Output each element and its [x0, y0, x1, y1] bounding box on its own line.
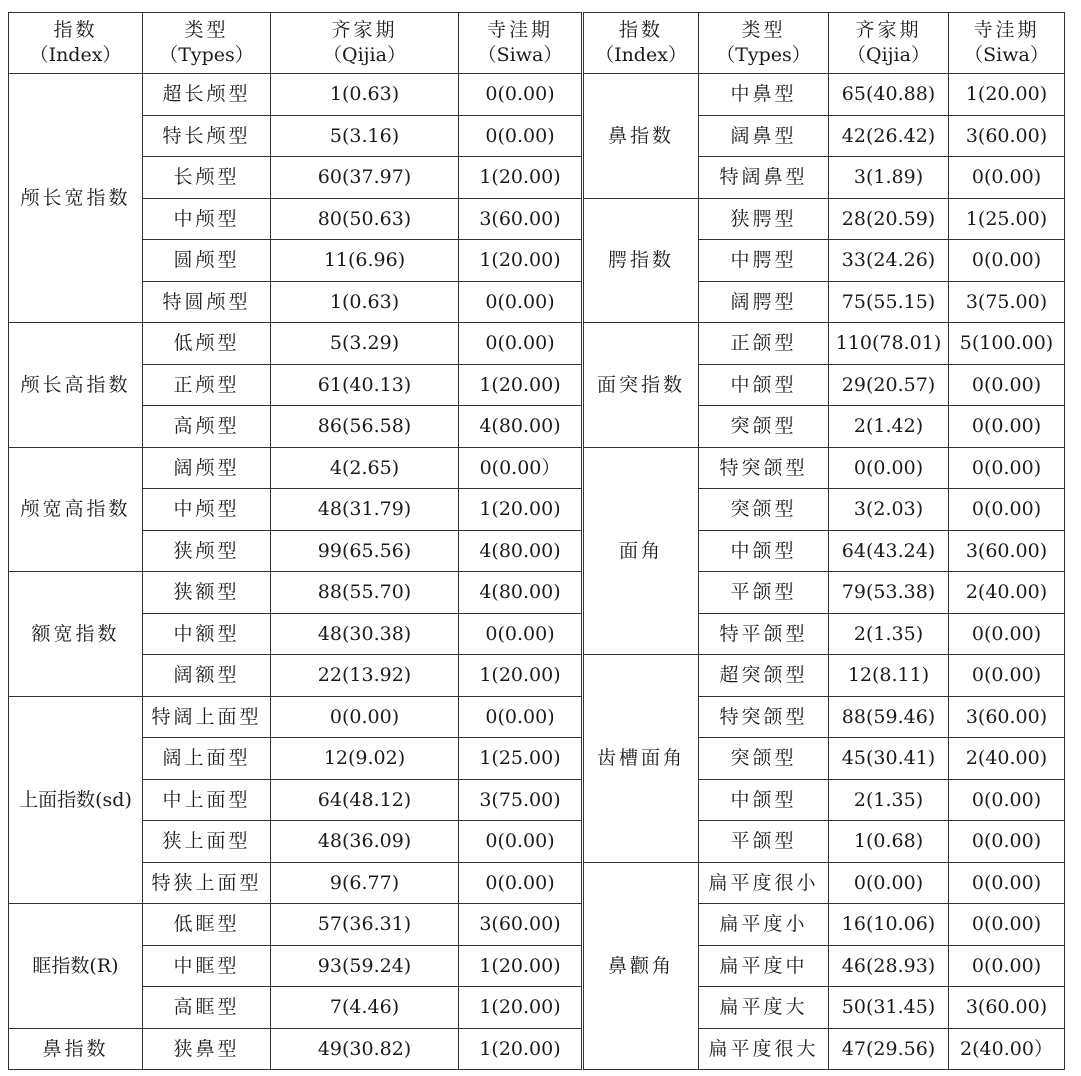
- type-cell: 扁平度很大: [699, 1028, 829, 1070]
- type-cell: 正颅型: [143, 364, 271, 406]
- index-distribution-table: [8, 12, 1065, 1070]
- header-row: [9, 13, 1065, 74]
- type-cell: 正颌型: [699, 323, 829, 365]
- index-group-cell: 颅长高指数: [9, 323, 143, 448]
- qijia-cell: 60(37.97): [271, 157, 459, 199]
- header-text: 指数: [53, 19, 98, 41]
- header-text: （Siwa）: [964, 44, 1049, 66]
- siwa-cell: 1(20.00): [459, 240, 583, 282]
- type-cell: 突颌型: [699, 489, 829, 531]
- type-cell: 中鼻型: [699, 74, 829, 116]
- qijia-cell: 110(78.01): [829, 323, 949, 365]
- type-cell: 特突颌型: [699, 696, 829, 738]
- header-text: 类型: [741, 19, 786, 41]
- qijia-cell: 0(0.00): [829, 447, 949, 489]
- qijia-cell: 1(0.68): [829, 821, 949, 863]
- siwa-cell: 0(0.00): [459, 74, 583, 116]
- header-text: 齐家期: [331, 19, 398, 41]
- siwa-cell: 3(60.00): [949, 530, 1065, 572]
- qijia-cell: 2(1.35): [829, 613, 949, 655]
- type-cell: 特突颌型: [699, 447, 829, 489]
- qijia-cell: 3(2.03): [829, 489, 949, 531]
- index-group-cell: 上面指数(sd): [9, 696, 143, 904]
- siwa-cell: 1(20.00): [459, 364, 583, 406]
- qijia-cell: 64(43.24): [829, 530, 949, 572]
- qijia-cell: 48(31.79): [271, 489, 459, 531]
- type-cell: 中颅型: [143, 198, 271, 240]
- type-cell: 中额型: [143, 613, 271, 655]
- qijia-cell: 79(53.38): [829, 572, 949, 614]
- table-row: [9, 904, 1065, 946]
- type-cell: 阔上面型: [143, 738, 271, 780]
- qijia-cell: 28(20.59): [829, 198, 949, 240]
- siwa-cell: 3(75.00): [459, 779, 583, 821]
- siwa-cell: 0(0.00): [949, 157, 1065, 199]
- header-qijia-right: [829, 13, 949, 74]
- table-row: [9, 364, 1065, 406]
- siwa-cell: 1(20.00): [459, 987, 583, 1029]
- siwa-cell: 1(20.00): [459, 945, 583, 987]
- qijia-cell: 45(30.41): [829, 738, 949, 780]
- type-cell: 高眶型: [143, 987, 271, 1029]
- siwa-cell: 2(40.00): [949, 572, 1065, 614]
- table-row: [9, 489, 1065, 531]
- table-row: [9, 738, 1065, 780]
- table-row: [9, 530, 1065, 572]
- header-text: 齐家期: [855, 19, 922, 41]
- type-cell: 中颌型: [699, 530, 829, 572]
- qijia-cell: 33(24.26): [829, 240, 949, 282]
- siwa-cell: 0(0.00）: [459, 447, 583, 489]
- type-cell: 阔鼻型: [699, 115, 829, 157]
- type-cell: 扁平度中: [699, 945, 829, 987]
- header-siwa-left: [459, 13, 583, 74]
- type-cell: 超突颌型: [699, 655, 829, 697]
- index-group-cell: 鼻颧角: [583, 862, 699, 1070]
- table-row: [9, 862, 1065, 904]
- index-group-cell: 齿槽面角: [583, 655, 699, 863]
- qijia-cell: 16(10.06): [829, 904, 949, 946]
- siwa-cell: 3(75.00): [949, 281, 1065, 323]
- qijia-cell: 0(0.00): [829, 862, 949, 904]
- type-cell: 特平颌型: [699, 613, 829, 655]
- table-row: [9, 945, 1065, 987]
- table-row: [9, 987, 1065, 1029]
- type-cell: 中颌型: [699, 364, 829, 406]
- type-cell: 特阔鼻型: [699, 157, 829, 199]
- type-cell: 圆颅型: [143, 240, 271, 282]
- qijia-cell: 86(56.58): [271, 406, 459, 448]
- type-cell: 扁平度大: [699, 987, 829, 1029]
- table-row: [9, 157, 1065, 199]
- siwa-cell: 0(0.00): [949, 904, 1065, 946]
- type-cell: 狭上面型: [143, 821, 271, 863]
- qijia-cell: 88(59.46): [829, 696, 949, 738]
- table-row: [9, 821, 1065, 863]
- siwa-cell: 3(60.00): [459, 904, 583, 946]
- siwa-cell: 1(25.00): [949, 198, 1065, 240]
- siwa-cell: 1(20.00): [459, 157, 583, 199]
- table-row: [9, 572, 1065, 614]
- header-types-right: [699, 13, 829, 74]
- header-text: （Siwa）: [477, 44, 563, 66]
- header-index-right: [583, 13, 699, 74]
- qijia-cell: 22(13.92): [271, 655, 459, 697]
- siwa-cell: 0(0.00): [949, 862, 1065, 904]
- type-cell: 突颌型: [699, 406, 829, 448]
- type-cell: 特狭上面型: [143, 862, 271, 904]
- qijia-cell: 12(8.11): [829, 655, 949, 697]
- type-cell: 特长颅型: [143, 115, 271, 157]
- header-index-left: [9, 13, 143, 74]
- header-types-left: [143, 13, 271, 74]
- qijia-cell: 64(48.12): [271, 779, 459, 821]
- type-cell: 扁平度小: [699, 904, 829, 946]
- type-cell: 狭鼻型: [143, 1028, 271, 1070]
- siwa-cell: 0(0.00): [459, 821, 583, 863]
- type-cell: 中颌型: [699, 779, 829, 821]
- qijia-cell: 50(31.45): [829, 987, 949, 1029]
- header-text: （Qijia）: [847, 44, 930, 66]
- type-cell: 狭腭型: [699, 198, 829, 240]
- index-group-cell: 鼻指数: [583, 74, 699, 199]
- siwa-cell: 0(0.00): [949, 364, 1065, 406]
- siwa-cell: 0(0.00): [459, 281, 583, 323]
- table-row: [9, 281, 1065, 323]
- type-cell: 特圆颅型: [143, 281, 271, 323]
- type-cell: 扁平度很小: [699, 862, 829, 904]
- siwa-cell: 4(80.00): [459, 530, 583, 572]
- table-row: [9, 613, 1065, 655]
- type-cell: 长颅型: [143, 157, 271, 199]
- siwa-cell: 0(0.00): [949, 489, 1065, 531]
- qijia-cell: 2(1.35): [829, 779, 949, 821]
- qijia-cell: 0(0.00): [271, 696, 459, 738]
- table-row: [9, 1028, 1065, 1070]
- qijia-cell: 29(20.57): [829, 364, 949, 406]
- siwa-cell: 3(60.00): [459, 198, 583, 240]
- type-cell: 高颅型: [143, 406, 271, 448]
- siwa-cell: 2(40.00）: [949, 1028, 1065, 1070]
- qijia-cell: 1(0.63): [271, 74, 459, 116]
- header-text: 寺洼期: [486, 19, 553, 41]
- table-row: [9, 447, 1065, 489]
- siwa-cell: 0(0.00): [459, 613, 583, 655]
- type-cell: 中腭型: [699, 240, 829, 282]
- siwa-cell: 0(0.00): [949, 613, 1065, 655]
- index-group-cell: 眶指数(R): [9, 904, 143, 1029]
- qijia-cell: 2(1.42): [829, 406, 949, 448]
- siwa-cell: 0(0.00): [459, 862, 583, 904]
- index-group-cell: 颅长宽指数: [9, 74, 143, 323]
- siwa-cell: 3(60.00): [949, 696, 1065, 738]
- siwa-cell: 0(0.00): [949, 447, 1065, 489]
- siwa-cell: 1(20.00): [459, 1028, 583, 1070]
- qijia-cell: 42(26.42): [829, 115, 949, 157]
- table-row: [9, 696, 1065, 738]
- index-group-cell: 鼻指数: [9, 1028, 143, 1070]
- header-text: 类型: [184, 19, 229, 41]
- siwa-cell: 0(0.00): [949, 945, 1065, 987]
- siwa-cell: 1(20.00): [459, 489, 583, 531]
- table-row: [9, 779, 1065, 821]
- qijia-cell: 3(1.89): [829, 157, 949, 199]
- qijia-cell: 57(36.31): [271, 904, 459, 946]
- siwa-cell: 5(100.00): [949, 323, 1065, 365]
- type-cell: 阔腭型: [699, 281, 829, 323]
- siwa-cell: 4(80.00): [459, 572, 583, 614]
- siwa-cell: 3(60.00): [949, 115, 1065, 157]
- table-row: [9, 240, 1065, 282]
- type-cell: 低颅型: [143, 323, 271, 365]
- header-text: （Qijia）: [323, 44, 406, 66]
- siwa-cell: 1(20.00): [459, 655, 583, 697]
- qijia-cell: 75(55.15): [829, 281, 949, 323]
- siwa-cell: 3(60.00): [949, 987, 1065, 1029]
- qijia-cell: 48(36.09): [271, 821, 459, 863]
- table-row: [9, 406, 1065, 448]
- siwa-cell: 1(25.00): [459, 738, 583, 780]
- type-cell: 中眶型: [143, 945, 271, 987]
- qijia-cell: 88(55.70): [271, 572, 459, 614]
- qijia-cell: 11(6.96): [271, 240, 459, 282]
- qijia-cell: 12(9.02): [271, 738, 459, 780]
- qijia-cell: 5(3.16): [271, 115, 459, 157]
- type-cell: 阔颅型: [143, 447, 271, 489]
- qijia-cell: 47(29.56): [829, 1028, 949, 1070]
- header-siwa-right: [949, 13, 1065, 74]
- siwa-cell: 0(0.00): [459, 696, 583, 738]
- siwa-cell: 0(0.00): [459, 115, 583, 157]
- siwa-cell: 1(20.00): [949, 74, 1065, 116]
- siwa-cell: 0(0.00): [949, 655, 1065, 697]
- siwa-cell: 0(0.00): [949, 821, 1065, 863]
- qijia-cell: 61(40.13): [271, 364, 459, 406]
- qijia-cell: 5(3.29): [271, 323, 459, 365]
- qijia-cell: 4(2.65): [271, 447, 459, 489]
- qijia-cell: 65(40.88): [829, 74, 949, 116]
- siwa-cell: 2(40.00): [949, 738, 1065, 780]
- qijia-cell: 99(65.56): [271, 530, 459, 572]
- header-text: （Index）: [29, 44, 122, 66]
- type-cell: 狭额型: [143, 572, 271, 614]
- qijia-cell: 48(30.38): [271, 613, 459, 655]
- type-cell: 狭颅型: [143, 530, 271, 572]
- type-cell: 中颅型: [143, 489, 271, 531]
- qijia-cell: 80(50.63): [271, 198, 459, 240]
- type-cell: 平颌型: [699, 572, 829, 614]
- table-row: [9, 655, 1065, 697]
- index-group-cell: 腭指数: [583, 198, 699, 323]
- table-row: [9, 74, 1065, 116]
- siwa-cell: 0(0.00): [949, 406, 1065, 448]
- qijia-cell: 49(30.82): [271, 1028, 459, 1070]
- header-text: （Index）: [595, 44, 687, 66]
- siwa-cell: 0(0.00): [459, 323, 583, 365]
- type-cell: 超长颅型: [143, 74, 271, 116]
- index-group-cell: 额宽指数: [9, 572, 143, 697]
- header-text: （Types）: [716, 44, 811, 66]
- siwa-cell: 0(0.00): [949, 240, 1065, 282]
- qijia-cell: 1(0.63): [271, 281, 459, 323]
- header-qijia-left: [271, 13, 459, 74]
- qijia-cell: 7(4.46): [271, 987, 459, 1029]
- qijia-cell: 9(6.77): [271, 862, 459, 904]
- type-cell: 特阔上面型: [143, 696, 271, 738]
- header-text: 指数: [618, 19, 663, 41]
- index-group-cell: 面突指数: [583, 323, 699, 448]
- qijia-cell: 93(59.24): [271, 945, 459, 987]
- type-cell: 突颌型: [699, 738, 829, 780]
- index-group-cell: 颅宽高指数: [9, 447, 143, 572]
- type-cell: 低眶型: [143, 904, 271, 946]
- table-row: [9, 115, 1065, 157]
- table-row: [9, 323, 1065, 365]
- type-cell: 阔额型: [143, 655, 271, 697]
- table-row: [9, 198, 1065, 240]
- type-cell: 中上面型: [143, 779, 271, 821]
- type-cell: 平颌型: [699, 821, 829, 863]
- header-text: （Types）: [159, 44, 254, 66]
- index-group-cell: 面角: [583, 447, 699, 655]
- siwa-cell: 4(80.00): [459, 406, 583, 448]
- qijia-cell: 46(28.93): [829, 945, 949, 987]
- header-text: 寺洼期: [973, 19, 1040, 41]
- siwa-cell: 0(0.00): [949, 779, 1065, 821]
